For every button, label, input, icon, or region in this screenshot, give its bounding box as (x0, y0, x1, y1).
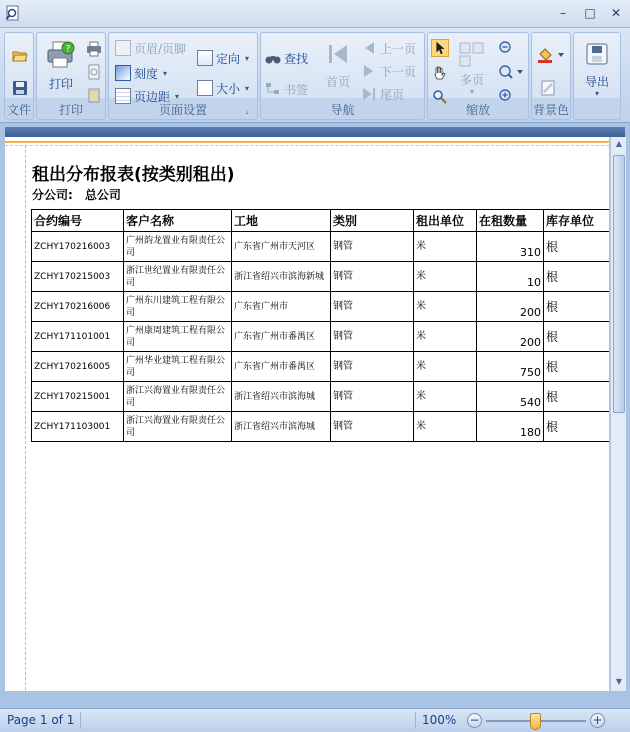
table-cell: 根 (544, 352, 610, 382)
table-cell: 根 (544, 322, 610, 352)
column-header: 客户名称 (124, 210, 232, 232)
group-background (531, 32, 571, 120)
table-cell: 米 (414, 262, 477, 292)
quick-print-icon[interactable] (86, 41, 102, 57)
next-page-button[interactable] (361, 61, 416, 81)
watermark-icon[interactable] (540, 80, 556, 96)
table-row (32, 322, 610, 352)
hand-pan-icon[interactable] (432, 65, 448, 81)
table-cell: 根 (544, 292, 610, 322)
column-header: 在租数量 (477, 210, 544, 232)
last-page-button[interactable] (361, 84, 404, 104)
table-cell: ZCHY170216005 (32, 352, 124, 382)
table-cell: 广州东川建筑工程有限公司 (124, 292, 232, 322)
status-separator (80, 712, 81, 729)
margin-guide-left (25, 145, 26, 692)
table-row (32, 232, 610, 262)
table-cell: 浙江世纪置业有限责任公司 (124, 262, 232, 292)
group-navigation (260, 32, 425, 120)
table-cell: 广州华业建筑工程有限公司 (124, 352, 232, 382)
zoom-slider-thumb[interactable] (530, 713, 541, 730)
table-cell: ZCHY170215001 (32, 382, 124, 412)
first-page-icon (325, 41, 351, 67)
first-page-label: 首页 (325, 75, 350, 89)
table-cell: 广州韵龙置业有限责任公司 (124, 232, 232, 262)
table-row (32, 262, 610, 292)
table-row (32, 382, 610, 412)
table-cell: 钢管 (331, 322, 414, 352)
page-info: Page 1 of 1 (7, 713, 75, 727)
prev-page-label: 上一页 (380, 41, 417, 56)
table-cell: 浙江省绍兴市滨海城 (232, 382, 331, 412)
table-cell: 200 (477, 292, 544, 322)
column-header: 类别 (331, 210, 414, 232)
group-page-setup (108, 32, 258, 120)
table-cell: 钢管 (331, 412, 414, 442)
first-page-button[interactable] (321, 41, 355, 90)
chevron-down-icon: ▾ (469, 87, 474, 96)
page-accent-line (5, 141, 609, 143)
table-cell: 根 (544, 232, 610, 262)
table-cell: 浙江省绍兴市滨海城 (232, 412, 331, 442)
multi-page-icon (458, 41, 486, 69)
header-footer-label: 页眉/页脚 (134, 41, 187, 56)
table-row (32, 292, 610, 322)
scale-button[interactable] (115, 63, 167, 83)
table-cell: 根 (544, 412, 610, 442)
page-setup-icon[interactable] (86, 64, 102, 80)
workspace-bottom (0, 691, 630, 708)
margin-guide-top (5, 145, 609, 146)
table-cell: 广州康周建筑工程有限公司 (124, 322, 232, 352)
branch-value: 总公司 (84, 188, 121, 202)
next-page-icon (361, 63, 377, 79)
export-button[interactable] (579, 41, 615, 98)
next-page-label: 下一页 (380, 64, 417, 79)
table-cell: 钢管 (331, 352, 414, 382)
size-label: 大小 (216, 81, 241, 96)
scroll-down-icon[interactable]: ▼ (615, 677, 623, 686)
header-footer-button[interactable] (115, 38, 186, 58)
bookmark-label: 书签 (284, 82, 309, 97)
maximize-button[interactable]: □ (584, 6, 596, 20)
paper-size-icon (197, 80, 213, 96)
table-cell: 广东省广州市 (232, 292, 331, 322)
group-export (573, 32, 621, 120)
table-cell: 180 (477, 412, 544, 442)
table-row (32, 352, 610, 382)
scale-label: 刻度 (134, 66, 159, 81)
table-cell: 根 (544, 262, 610, 292)
find-button[interactable] (265, 48, 308, 68)
print-button-label: 打印 (48, 77, 73, 91)
table-row (32, 412, 610, 442)
clipboard-icon[interactable] (86, 87, 102, 103)
table-cell: 米 (414, 382, 477, 412)
group-print (36, 32, 106, 120)
group-label-navigation: 导航 (330, 103, 355, 117)
table-cell: ZCHY171103001 (32, 412, 124, 442)
scroll-up-icon[interactable]: ▲ (615, 139, 623, 148)
table-cell: 10 (477, 262, 544, 292)
vertical-scrollbar[interactable] (610, 137, 626, 692)
table-cell: 根 (544, 382, 610, 412)
header-footer-icon (115, 40, 131, 56)
title-bar (0, 0, 630, 28)
bookmark-tree-icon (265, 81, 281, 97)
scale-icon (115, 65, 131, 81)
group-label-page-setup: 页面设置 (158, 103, 207, 117)
table-cell: 广东省广州市天河区 (232, 232, 331, 262)
group-label-print: 打印 (58, 103, 83, 117)
paint-bucket-icon[interactable] (537, 47, 565, 63)
group-label-file: 文件 (6, 103, 31, 117)
group-file (4, 32, 34, 120)
multi-page-label: 多页 (459, 73, 484, 87)
prev-page-button[interactable] (361, 38, 416, 58)
print-button[interactable] (41, 39, 81, 92)
preview-magnifier-icon[interactable] (5, 5, 21, 22)
table-cell: 钢管 (331, 292, 414, 322)
table-cell: 米 (414, 352, 477, 382)
table-cell: 浙江兴海置业有限责任公司 (124, 412, 232, 442)
bookmark-button[interactable] (265, 79, 308, 99)
vertical-scroll-thumb[interactable] (613, 155, 625, 413)
group-label-zoom: 缩放 (465, 103, 490, 117)
column-header: 库存单位 (544, 210, 610, 232)
size-button[interactable] (197, 78, 249, 98)
preview-workspace (0, 123, 630, 691)
table-cell: 钢管 (331, 262, 414, 292)
column-header: 合约编号 (32, 210, 124, 232)
binoculars-icon (265, 50, 281, 66)
last-page-label: 尾页 (380, 87, 405, 102)
table-cell: 750 (477, 352, 544, 382)
orientation-button[interactable] (197, 48, 249, 68)
zoom-out-icon[interactable] (498, 40, 514, 56)
save-disk-icon[interactable] (12, 80, 28, 96)
pointer-icon[interactable] (431, 39, 449, 57)
export-label: 导出 (584, 75, 609, 89)
table-cell: 310 (477, 232, 544, 262)
orientation-label: 定向 (216, 51, 241, 66)
status-separator (415, 712, 416, 729)
table-cell: ZCHY170216006 (32, 292, 124, 322)
table-cell: 钢管 (331, 232, 414, 262)
table-cell: 米 (414, 292, 477, 322)
table-cell: 浙江省绍兴市滨海新城 (232, 262, 331, 292)
report-table (31, 209, 609, 442)
last-page-icon (361, 86, 377, 102)
export-save-icon (584, 41, 610, 67)
table-cell: 米 (414, 322, 477, 352)
printer-icon (45, 39, 77, 71)
table-cell: ZCHY170216003 (32, 232, 124, 262)
table-header-row (32, 210, 610, 232)
table-cell: ZCHY170215003 (32, 262, 124, 292)
ribbon (0, 28, 630, 123)
prev-page-icon (361, 40, 377, 56)
open-folder-icon[interactable] (12, 49, 28, 63)
group-zoom (427, 32, 529, 120)
report-branch (32, 186, 133, 203)
zoom-minus-button[interactable]: − (467, 713, 482, 728)
chevron-down-icon: ▾ (594, 89, 599, 98)
minimize-button[interactable]: – (560, 6, 566, 20)
page-top-strip (5, 127, 625, 137)
table-cell: 广东省广州市番禺区 (232, 352, 331, 382)
zoom-plus-button[interactable]: + (590, 713, 605, 728)
table-cell: 浙江兴海置业有限责任公司 (124, 382, 232, 412)
column-header: 租出单位 (414, 210, 477, 232)
close-button[interactable]: ✕ (610, 6, 622, 20)
orientation-icon (197, 50, 213, 66)
table-cell: 米 (414, 412, 477, 442)
column-header: 工地 (232, 210, 331, 232)
svg-text:?: ? (65, 44, 71, 55)
zoom-dropdown-icon[interactable] (498, 64, 524, 80)
status-bar (0, 708, 630, 732)
margins-label: 页边距 (134, 89, 171, 104)
branch-label: 分公司: (32, 188, 73, 202)
report-page (5, 137, 609, 692)
report-title: 租出分布报表(按类别租出) (32, 165, 235, 185)
table-cell: 钢管 (331, 382, 414, 412)
table-cell: 米 (414, 232, 477, 262)
page-setup-launcher-icon[interactable]: ⌟ (245, 106, 249, 115)
multi-page-button[interactable] (454, 41, 490, 96)
table-cell: ZCHY171101001 (32, 322, 124, 352)
group-label-background: 背景色 (532, 103, 569, 117)
table-cell: 广东省广州市番禺区 (232, 322, 331, 352)
find-label: 查找 (284, 51, 309, 66)
table-cell: 200 (477, 322, 544, 352)
table-cell: 540 (477, 382, 544, 412)
zoom-level: 100% (422, 713, 457, 727)
